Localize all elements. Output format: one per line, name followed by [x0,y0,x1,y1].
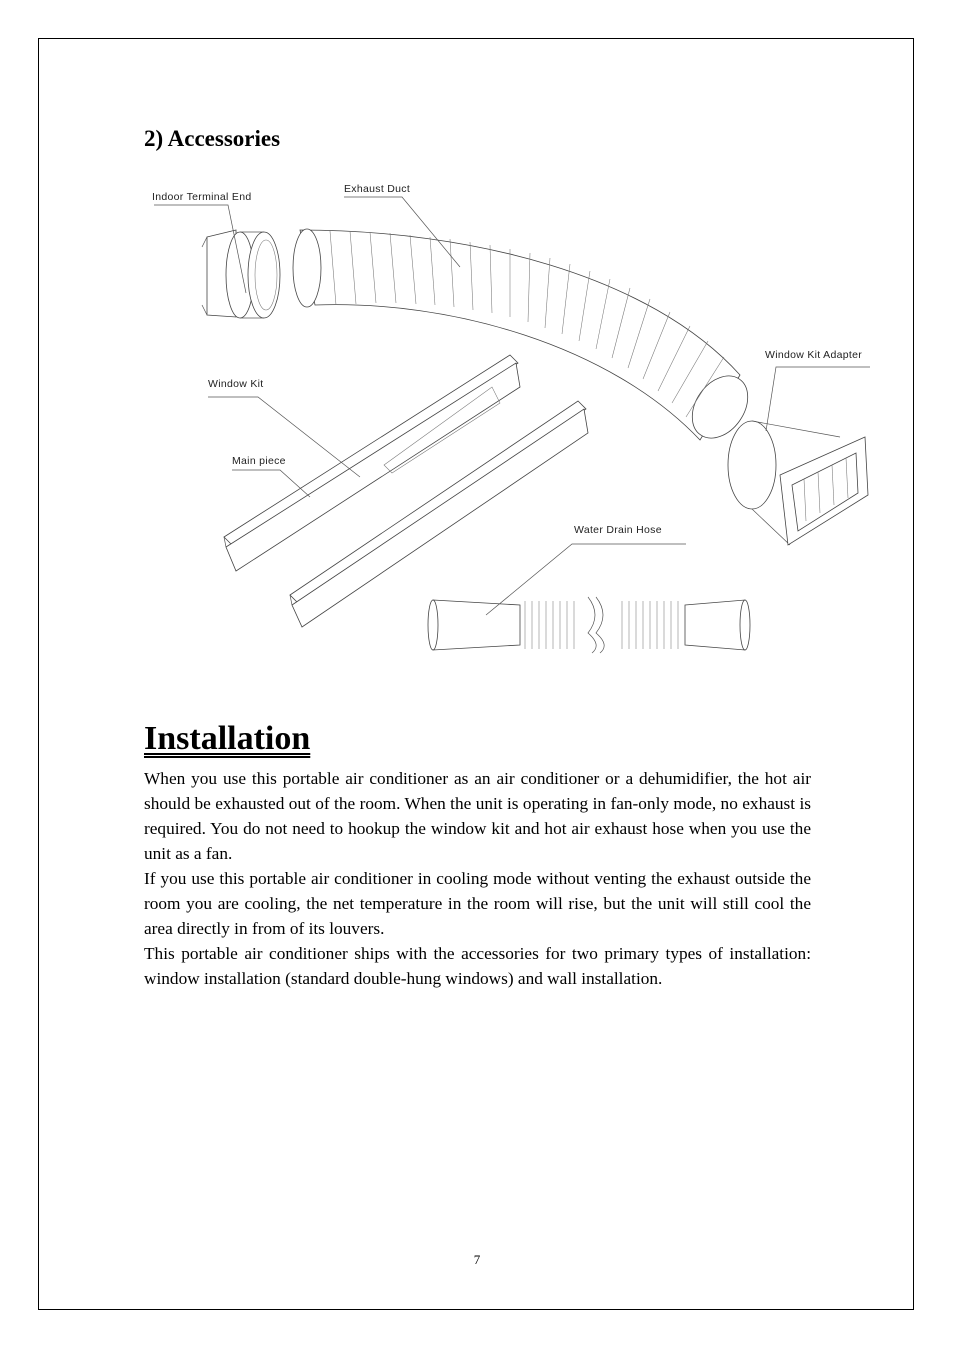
page-number: 7 [473,1252,481,1267]
installation-body [144,766,811,991]
exhaust-duct-drawing [293,229,759,449]
label-indoor-terminal-end: Indoor Terminal End [152,191,252,203]
label-main-piece: Main piece [232,455,286,467]
accessories-heading: 2) Accessories [144,126,281,151]
label-water-drain-hose: Water Drain Hose [574,524,662,536]
water-drain-hose-drawing [428,597,750,653]
installation-paragraph-1: When you use this portable air conditioner as an air conditioner or a dehumidifier, the hot air should be exhausted out of the room. When the unit is operating in fan-only mode, no exhaust is required. You do not need to hookup the window kit and hot air exhaust hose when you use the unit as a fan. [144,769,811,863]
label-window-kit-adapter: Window Kit Adapter [765,349,863,361]
window-kit-adapter-drawing [728,421,868,545]
label-window-kit: Window Kit [208,378,264,390]
installation-paragraph-3: This portable air conditioner ships with the accessories for two primary types of installation: window installation (standard double-hung windows) and wall installation. [144,944,811,988]
installation-paragraph-2: If you use this portable air conditioner in cooling mode without venting the exhaust outside the room you are cooling, the net temperature in the room will rise, but the unit will still cool the area directly in from of its louvers. [144,869,811,938]
accessories-diagram [140,175,880,665]
indoor-terminal-end-drawing [202,230,280,318]
label-exhaust-duct: Exhaust Duct [344,183,411,195]
installation-title: Installation [144,720,311,757]
